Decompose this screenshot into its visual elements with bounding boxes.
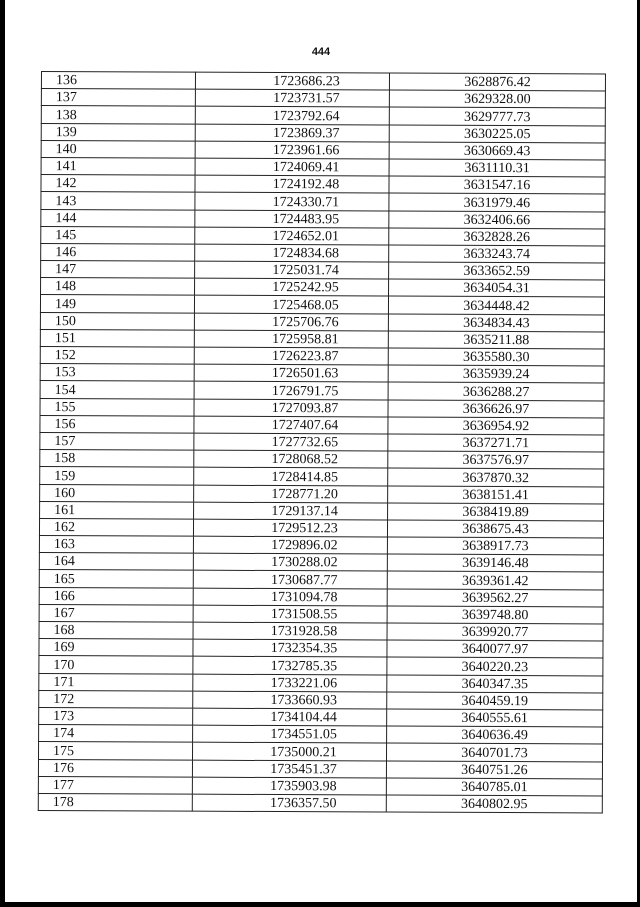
y-coordinate-cell: 3633652.59 <box>389 262 605 280</box>
point-number-cell: 150 <box>40 312 194 330</box>
y-coordinate-cell: 3629328.00 <box>389 90 605 108</box>
y-coordinate-cell: 3639361.42 <box>387 571 603 589</box>
y-coordinate-cell: 3636626.97 <box>388 400 604 418</box>
x-coordinate-cell: 1724834.68 <box>195 244 389 262</box>
y-coordinate-cell: 3637576.97 <box>388 451 604 469</box>
y-coordinate-cell: 3637870.32 <box>388 468 604 486</box>
point-number-cell: 149 <box>40 295 194 313</box>
x-coordinate-cell: 1727407.64 <box>194 416 388 434</box>
point-number-cell: 157 <box>40 432 194 450</box>
point-number-cell: 145 <box>41 226 195 244</box>
x-coordinate-cell: 1723961.66 <box>195 141 389 159</box>
point-number-cell: 163 <box>39 536 193 554</box>
point-number-cell: 143 <box>41 192 195 210</box>
x-coordinate-cell: 1730687.77 <box>193 571 387 589</box>
y-coordinate-cell: 3638917.73 <box>387 537 603 555</box>
x-coordinate-cell: 1723869.37 <box>195 124 389 142</box>
table-row <box>38 793 602 813</box>
x-coordinate-cell: 1731094.78 <box>193 588 387 606</box>
x-coordinate-cell: 1726791.75 <box>194 382 388 400</box>
coordinates-table <box>38 71 606 814</box>
point-number-cell: 177 <box>38 776 192 794</box>
point-number-cell: 152 <box>40 346 194 364</box>
y-coordinate-cell: 3632828.26 <box>389 228 605 246</box>
y-coordinate-cell: 3639146.48 <box>387 554 603 572</box>
point-number-cell: 158 <box>40 450 194 468</box>
point-number-cell: 148 <box>41 278 195 296</box>
coordinates-table-body <box>38 72 605 814</box>
point-number-cell: 146 <box>41 243 195 261</box>
point-number-cell: 169 <box>39 639 193 657</box>
point-number-cell: 171 <box>39 673 193 691</box>
point-number-cell: 170 <box>39 656 193 674</box>
x-coordinate-cell: 1724192.48 <box>195 175 389 193</box>
point-number-cell: 156 <box>40 415 194 433</box>
point-number-cell: 140 <box>41 140 195 158</box>
page-number: 444 <box>311 46 331 58</box>
y-coordinate-cell: 3640555.61 <box>387 709 603 727</box>
y-coordinate-cell: 3634834.43 <box>388 314 604 332</box>
x-coordinate-cell: 1732354.35 <box>193 639 387 657</box>
x-coordinate-cell: 1730288.02 <box>193 553 387 571</box>
point-number-cell: 141 <box>41 157 195 175</box>
point-number-cell: 162 <box>39 518 193 536</box>
y-coordinate-cell: 3640751.26 <box>386 761 602 779</box>
point-number-cell: 166 <box>39 587 193 605</box>
point-number-cell: 144 <box>41 209 195 227</box>
x-coordinate-cell: 1728068.52 <box>194 450 388 468</box>
y-coordinate-cell: 3638151.41 <box>388 486 604 504</box>
y-coordinate-cell: 3634448.42 <box>388 296 604 314</box>
y-coordinate-cell: 3632406.66 <box>389 211 605 229</box>
x-coordinate-cell: 1725468.05 <box>194 296 388 314</box>
y-coordinate-cell: 3631547.16 <box>389 176 605 194</box>
point-number-cell: 174 <box>39 725 193 743</box>
x-coordinate-cell: 1728414.85 <box>194 467 388 485</box>
x-coordinate-cell: 1725242.95 <box>195 278 389 296</box>
y-coordinate-cell: 3638675.43 <box>387 520 603 538</box>
y-coordinate-cell: 3640636.49 <box>387 726 603 744</box>
y-coordinate-cell: 3640347.35 <box>387 675 603 693</box>
x-coordinate-cell: 1734551.05 <box>193 725 387 743</box>
point-number-cell: 139 <box>41 123 195 141</box>
x-coordinate-cell: 1724330.71 <box>195 192 389 210</box>
y-coordinate-cell: 3640785.01 <box>386 778 602 796</box>
y-coordinate-cell: 3633243.74 <box>389 245 605 263</box>
point-number-cell: 147 <box>41 261 195 279</box>
y-coordinate-cell: 3640802.95 <box>386 795 602 813</box>
point-number-cell: 167 <box>39 604 193 622</box>
x-coordinate-cell: 1729896.02 <box>193 536 387 554</box>
y-coordinate-cell: 3640459.19 <box>387 692 603 710</box>
point-number-cell: 142 <box>41 175 195 193</box>
x-coordinate-cell: 1723792.64 <box>195 107 389 125</box>
point-number-cell: 153 <box>40 364 194 382</box>
x-coordinate-cell: 1731508.55 <box>193 605 387 623</box>
x-coordinate-cell: 1727093.87 <box>194 399 388 417</box>
x-coordinate-cell: 1725031.74 <box>195 261 389 279</box>
x-coordinate-cell: 1724652.01 <box>195 227 389 245</box>
y-coordinate-cell: 3636954.92 <box>388 417 604 435</box>
point-number-cell: 178 <box>38 793 192 811</box>
x-coordinate-cell: 1734104.44 <box>193 708 387 726</box>
y-coordinate-cell: 3635580.30 <box>388 348 604 366</box>
x-coordinate-cell: 1726223.87 <box>194 347 388 365</box>
document-page <box>5 0 637 902</box>
y-coordinate-cell: 3640077.97 <box>387 640 603 658</box>
y-coordinate-cell: 3628876.42 <box>389 73 605 91</box>
point-number-cell: 165 <box>39 570 193 588</box>
y-coordinate-cell: 3631110.31 <box>389 159 605 177</box>
point-number-cell: 176 <box>38 759 192 777</box>
x-coordinate-cell: 1728771.20 <box>194 485 388 503</box>
point-number-cell: 137 <box>41 89 195 107</box>
y-coordinate-cell: 3637271.71 <box>388 434 604 452</box>
x-coordinate-cell: 1725706.76 <box>194 313 388 331</box>
point-number-cell: 161 <box>40 501 194 519</box>
y-coordinate-cell: 3630225.05 <box>389 125 605 143</box>
x-coordinate-cell: 1724069.41 <box>195 158 389 176</box>
x-coordinate-cell: 1726501.63 <box>194 364 388 382</box>
x-coordinate-cell: 1733660.93 <box>193 691 387 709</box>
y-coordinate-cell: 3639920.77 <box>387 623 603 641</box>
x-coordinate-cell: 1733221.06 <box>193 674 387 692</box>
y-coordinate-cell: 3639748.80 <box>387 606 603 624</box>
x-coordinate-cell: 1735451.37 <box>192 760 386 778</box>
point-number-cell: 136 <box>41 72 195 90</box>
x-coordinate-cell: 1736357.50 <box>192 794 386 812</box>
y-coordinate-cell: 3640701.73 <box>386 743 602 761</box>
y-coordinate-cell: 3638419.89 <box>388 503 604 521</box>
y-coordinate-cell: 3635939.24 <box>388 365 604 383</box>
x-coordinate-cell: 1729137.14 <box>194 502 388 520</box>
y-coordinate-cell: 3636288.27 <box>388 382 604 400</box>
point-number-cell: 160 <box>40 484 194 502</box>
y-coordinate-cell: 3634054.31 <box>389 279 605 297</box>
point-number-cell: 173 <box>39 707 193 725</box>
x-coordinate-cell: 1727732.65 <box>194 433 388 451</box>
x-coordinate-cell: 1731928.58 <box>193 622 387 640</box>
x-coordinate-cell: 1735903.98 <box>192 777 386 795</box>
point-number-cell: 138 <box>41 106 195 124</box>
y-coordinate-cell: 3630669.43 <box>389 142 605 160</box>
point-number-cell: 159 <box>40 467 194 485</box>
x-coordinate-cell: 1729512.23 <box>193 519 387 537</box>
point-number-cell: 164 <box>39 553 193 571</box>
point-number-cell: 168 <box>39 621 193 639</box>
y-coordinate-cell: 3640220.23 <box>387 657 603 675</box>
x-coordinate-cell: 1735000.21 <box>192 742 386 760</box>
x-coordinate-cell: 1732785.35 <box>193 657 387 675</box>
y-coordinate-cell: 3635211.88 <box>388 331 604 349</box>
point-number-cell: 151 <box>40 329 194 347</box>
x-coordinate-cell: 1723686.23 <box>195 72 389 90</box>
point-number-cell: 175 <box>38 742 192 760</box>
x-coordinate-cell: 1725958.81 <box>194 330 388 348</box>
point-number-cell: 155 <box>40 398 194 416</box>
point-number-cell: 172 <box>39 690 193 708</box>
y-coordinate-cell: 3631979.46 <box>389 193 605 211</box>
x-coordinate-cell: 1724483.95 <box>195 210 389 228</box>
point-number-cell: 154 <box>40 381 194 399</box>
y-coordinate-cell: 3629777.73 <box>389 107 605 125</box>
x-coordinate-cell: 1723731.57 <box>195 89 389 107</box>
y-coordinate-cell: 3639562.27 <box>387 589 603 607</box>
